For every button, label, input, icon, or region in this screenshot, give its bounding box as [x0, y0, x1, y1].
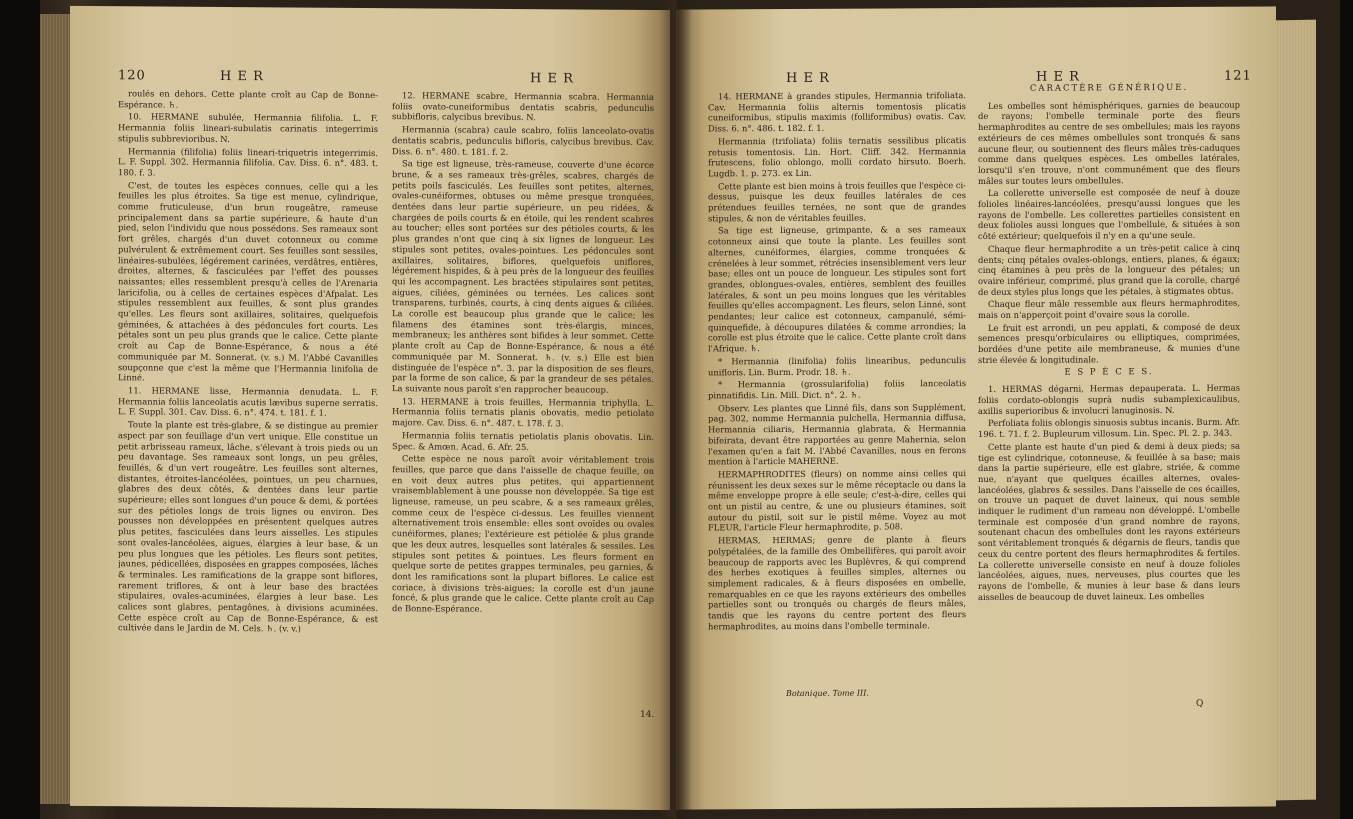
paragraph: Le fruit est arrondi, un peu applati, & composé de deux semences presqu'orbiculaires ou elliptiques, comprimées, bordées d'une petite aile membraneuse, & munies d'une strie élevée & longitudinale.	[978, 321, 1240, 365]
paragraph: roulés en dehors. Cette plante croît au Cap de Bonne-Espérance. ♄.	[118, 88, 378, 110]
paragraph: Cette plante est haute d'un pied & demi à deux pieds; sa tige est cylindrique, cotonneuse, & feuillée à sa base; mais dans la partie supérieure, elle est glabre, striée, & comme nue, n'ayant que quelques écailles alternes, ovales-lancéolées, glabres & sessiles. Dans l'aisselle de ces écailles, on trouve un paquet de duvet laineux, qui nous semble indiquer le rudiment d'un rameau non développé. L'ombelle terminale est composée d'un grand nombre de rayons, soutenant chacun des ombellules dont les rayons extérieurs sont véritablement tronqués & dégarnis de fleurs, tandis que ceux du centre portent des fleurs hermaphrodites & fertiles. La collerette universelle consiste en neuf à douze folioles lancéolées, aigues, nues, nerveuses, plus courtes que les rayons de l'ombelle, & munies à leur base & dans leurs aisselles de beaucoup de duvet laineux. Les ombelles	[978, 440, 1240, 602]
paragraph: Chaque fleur hermaphrodite a un très-petit calice à cinq dents; cinq pétales ovales-oblongs, entiers, planes, & égaux; cinq étamines à peu près de la longueur des pétales; un ovaire inférieur, comprimé, plus grand que la corolle, chargé de deux styles plus longs que les pétales, à stigmates obtus.	[978, 242, 1240, 297]
running-head-right-col2: H E R	[1036, 69, 1080, 85]
right-column-1	[708, 90, 966, 681]
paragraph: 12. HERMANE scabre, Hermannia scabra. Hermannia foliis ovato-cuneiformibus dentatis scabris, pedunculis subbifloris, calycibus brevibus. N.	[392, 90, 654, 123]
paragraph: * Hermannia (linifolia) foliis linearibus, pedunculis unifloris. Lin. Burm. Prodr. 18. ♄.	[708, 354, 966, 377]
left-page	[70, 6, 670, 810]
paragraph: Perfoliata foliis oblongis sinuosis subtus incanis. Burm. Afr. 196. t. 71. f. 2. Bupleurum villosum. Lin. Spec. Pl. 2. p. 343.	[978, 417, 1240, 440]
page-number-right: 121	[1224, 68, 1252, 84]
paragraph: C'est, de toutes les espèces connues, celle qui a les feuilles les plus étroites. Sa tige est menue, cylindrique, comme fruticuleuse, d'un brun rougeâtre, rameuse principalement dans sa partie supérieure, & haute d'un pied, selon l'individu que nous possédons. Ses rameaux sont fort grêles, chargés d'un duvet cotonneux ou comme pulvérulent & extrêmement court. Ses feuilles sont sessiles, linéaires-subulées, légérement carinées, verdâtres, entières, droites, alternes, & fasciculées par l'effet des pousses naissantes; elles ressemblent presqu'à celles de l'Arenaria laricifolia, ou à celles de certaines espèces d'Afpalat. Les stipules ressemblent aux feuilles, & sont plus grandes qu'elles. Les fleurs sont axillaires, solitaires, quelquefois géminées, & attachées à des pédoncules fort courts. Les pétales sont un peu plus grands que le calice. Cette plante croît au Cap de Bonne-Espérance, & nous a été communiquée par M. Sonnerat. (v. s.) M. l'Abbé Cavanilles soupçonne que c'est la même que l'Hermannia linifolia de Linné.	[118, 179, 378, 383]
paragraph: Hermannia (trifoliata) foliis ternatis sessilibus plicatis retusis tomentosis. Lin. Hort. Cliff. 342. Hermannia frutescens, folio oblongo, molli cordato hirsuto. Boerh. Lugdb. 1. p. 273. ex Lin.	[708, 134, 966, 179]
catchword-left: 14.	[640, 709, 655, 720]
book-edge-right	[1276, 20, 1316, 801]
paragraph: Cette espèce ne nous paroît avoir véritablement trois feuilles, que parce que dans l'aisselle de chaque feuille, on en voit deux autres plus petites, qui appartiennent vraisemblablement à une pousse non développée. Sa tige est ligneuse, rameuse, un peu scabre, & a ses rameaux grêles, comme ceux de l'espèce ci-dessus. Les feuilles viennent alternativement trois ensemble: elles sont ovoïdes ou ovales cunéiformes, planes; l'extérieure est pétiolée & plus grande que les deux autres, lesquelles sont latérales & sessiles. Les stipules sont petites & pointues. Les fleurs forment en quelque sorte de petites grappes terminales, peu garnies, & dont les ramifications sont la plupart biflores. Le calice est coriace, à divisions très-aigues; la corolle est d'un jaune foncé, & plus grande que le calice. Cette plante croît au Cap de Bonne-Espérance.	[392, 453, 654, 614]
species-heading: E S P È C E S.	[1064, 366, 1154, 378]
right-page	[676, 6, 1276, 809]
running-head-right-col1: H E R	[786, 70, 830, 86]
paragraph: Toute la plante est très-glabre, & se distingue au premier aspect par son feuillage d'un vert unique. Elle constitue un petit arbrisseau rameux, lâche, s'élevant à trois pieds ou un peu davantage. Ses rameaux sont longs, un peu grêles, feuillés, & d'un vert rougeâtre. Les feuilles sont alternes, distantes, étroites-lancéolées, pointues, un peu charnues, glabres des deux côtés, & dentées dans leur partie supérieure; elles sont longues d'un pouce & demi, & portées sur des pétioles longs de trois lignes ou environ. Des pousses non développées en présentent quelques autres plus petites, fasciculées dans leurs aisselles. Les stipules sont ovales-lancéolées, aigues, élargies à leur base, & un peu plus longues que les pétioles. Les fleurs sont petites, jaunes, pédicellées, disposées en grappes composées, lâches & terminales. Les ramifications de la grappe sont biflores, rarement triflores, & ont à leur base des bractées stipulaires, ovales-acuminées, élargies à leur base. Les calices sont glabres, pentagônes, à divisions acuminées. Cette espèce croît au Cap de Bonne-Espérance, & est cultivée dans le Jardin de M. Cels. ♄. (v. v.)	[118, 419, 378, 634]
paragraph: 14. HERMANE à grandes stipules, Hermannia trifoliata. Cav. Hermannia foliis alternis tomentosis plicatis cuneiformibus, stipulis maximis (folliformibus) ovatis. Cav. Diss. 6. n°. 486. t. 182. f. 1.	[708, 90, 966, 134]
signature-mark: Q	[1196, 698, 1204, 709]
book-edge-left	[40, 14, 72, 804]
paragraph: 13. HERMANE à trois feuilles, Hermannia triphylla. L. Hermannia foliis ternatis planis obovatis, medio petiolato majore. Cav. Diss. 6. n°. 487. t. 178. f. 3.	[392, 395, 654, 429]
paragraph: HERMAS, HERMAS; genre de plante à fleurs polypétalées, de la famille des Ombellifères, qui paroît avoir beaucoup de rapports avec les Buplèvres, & qui comprend des herbes exotiques à feuilles simples, alternes ou simplement radicales, & à fleurs disposées en ombelle, remarquables en ce que les rayons extérieurs des ombelles partielles sont ou tronqués ou chargés de fleurs mâles, tandis que les rayons du centre portent des fleurs hermaphrodites, au moins dans l'ombelle terminale.	[708, 534, 966, 632]
right-column-2	[978, 81, 1240, 692]
volume-footer: Botanique. Tome III.	[786, 688, 869, 698]
book-gutter	[660, 0, 692, 819]
paragraph: Sa tige est ligneuse, grimpante, & a ses rameaux cotonneux ainsi que toute la plante. Les feuilles sont alternes, cunéiformes, élargies, comme tronquées & crénelées à leur sommet, rétrécies insensiblement vers leur base; elles ont un pouce de longueur. Les stipules sont fort grandes, oblongues-ovales, entières, semblent des feuilles latérales, & sont un peu moins longues que les véritables feuilles qu'elles accompagnent. Les fleurs, selon Linné, sont pendantes; leur calice est cotonneux, campanulé, sémi-quinquefide, à découpures dilatées & comme arrondies; la corolle est plus étroite que le calice. Cette plante croît dans l'Afrique. ♄.	[708, 224, 966, 354]
paragraph: Chaque fleur mâle ressemble aux fleurs hermaphrodites, mais on n'apperçoit point d'ovaire sous la corolle.	[978, 297, 1240, 321]
paragraph: Hermannia (scabra) caule scabro, foliis lanceolato-ovatis dentatis scabris, pedunculis bifloris, calycibus brevibus. Cav. Diss. 6. n°. 480. t. 181. f. 2.	[392, 124, 654, 157]
page-number-left: 120	[118, 68, 146, 84]
paragraph: Les ombelles sont hémisphériques, garnies de beaucoup de rayons; l'ombelle terminale porte des fleurs hermaphrodites au centre de ses ombellules; mais les rayons extérieurs de ces mêmes ombellules sont tronqués & sans aucune fleur, ou soutiennent des fleurs mâles très-caduques comme dans quelques espèces. Les ombelles latérales, lorsqu'il s'en trouve, n'ont communément que des fleurs mâles sur toutes leurs ombellules.	[978, 99, 1240, 186]
running-head-left-col1: H E R	[220, 68, 264, 85]
paragraph: HERMAPHRODITES (fleurs) on nomme ainsi celles qui réunissent les deux sexes sur le même réceptacle ou dans la même enveloppe propre à elle seule; c'est-à-dire, celles qui ont un pistil au centre, & une ou plusieurs étamines, soit autour du pistil, soit sur le pistil même. Voyez au mot FLEUR, l'article Fleur hermaphrodite, p. 508.	[708, 467, 966, 533]
paragraph: * Hermannia (grossularifolia) foliis lanceolatis pinnatifidis. Lin. Mill. Dict. n°. 2. ♄.	[708, 378, 966, 401]
paragraph: 11. HERMANE lisse, Hermannia denudata. L. F. Hermannia foliis lanceolatis acutis lævibus superne serratis. L. F. Suppl. 301. Cav. Diss. 6. n°. 474. t. 181. f. 1.	[118, 385, 378, 419]
left-column-2	[392, 90, 654, 692]
running-head-left-col2: H E R	[530, 71, 574, 87]
section-heading: CARACTÈRE GÉNÉRIQUE.	[1029, 82, 1189, 94]
paragraph: 1. HERMAS dégarni, Hermas depauperata. L. Hermas foliis cordato-oblongis suprà nudis subamplexicaulibus, axillis superioribus & involucri lanuginosis. N.	[978, 382, 1240, 416]
left-column-1	[118, 88, 378, 700]
paragraph: Hermannia (filifolia) foliis lineari-triquetris integerrimis. L. F. Suppl. 302. Hermannia filifolia. Cav. Diss. 6. n°. 483. t. 180. f. 3.	[118, 145, 378, 178]
paragraph: Hermannia foliis ternatis petiolatis planis obovatis. Lin. Spec. & Amœn. Acad. 6. Afr. 25.	[392, 430, 654, 452]
paragraph: Sa tige est ligneuse, très-rameuse, couverte d'une écorce brune, & a ses rameaux très-grêles, scabres, chargés de petits poils fasciculés. Les feuilles sont petites, alternes, ovales-cunéiformes, obtuses ou même presque tronquées, dentées dans leur partie supérieure, un peu ridées, & chargées de poils courts & en étoile, qui les rendent scabres au toucher; elles sont portées sur des pétioles courts, & les plus grandes n'ont que cinq à six lignes de longueur. Les stipules sont petites, ovales-pointues. Les pédoncules sont axillaires, solitaires, biflores, quelquefois uniflores, légérement hispides, & à peu près de la longueur des feuilles qui les accompagnent. Les bractées stipulaires sont petites, aigues, ciliées, géminées ou ternées. Les calices sont transparens, turbinés, courts, à cinq dents aigues & ciliées. La corolle est beaucoup plus grande que le calice; les filamens des étamines sont très-élargis, minces, membraneux; les anthères sont bifides à leur sommet. Cette plante croît au Cap de Bonne-Espérance, & nous a été communiquée par M. Sonnerat. ♄. (v. s.) Elle est bien distinguée de l'espèce n°. 3. par la disposition de ses fleurs, par la forme de son calice, & par la grandeur de ses pétales. La suivante nous paroît s'en rapprocher beaucoup.	[392, 158, 654, 395]
paragraph: 10. HERMANE subulée, Hermannia filifolia. L. F. Hermannia foliis lineari-subulatis carinatis integerrimis stipulis subbrevioribus. N.	[118, 111, 378, 144]
paragraph: Cette plante est bien moins à trois feuilles que l'espèce ci-dessus, puisque les deux feuilles latérales de ces prétendues feuilles ternées, ne sont que de grandes stipules, & non de véritables feuilles.	[708, 179, 966, 224]
paragraph: Observ. Les plantes que Linné fils, dans son Supplément, pag. 302, nomme Hermannia pulchella, Hermannia diffusa, Hermannia ciliaris, Hermannia glabrata, & Hermannia bifeirata, devant être rapportées au genre Mahernia, selon l'examen qu'en a fait M. l'Abbé Cavanilles, nous en ferons mention à l'article MAHERNE.	[708, 401, 966, 467]
paragraph: La collerette universelle est composée de neuf à douze folioles linéaires-lancéolées, presqu'aussi longues que les rayons de l'ombelle. Les collerettes partielles consistent en deux folioles aussi longues que l'ombellule, & situées à son côté extérieur; quelquefois il n'y en a qu'une seule.	[978, 186, 1240, 242]
